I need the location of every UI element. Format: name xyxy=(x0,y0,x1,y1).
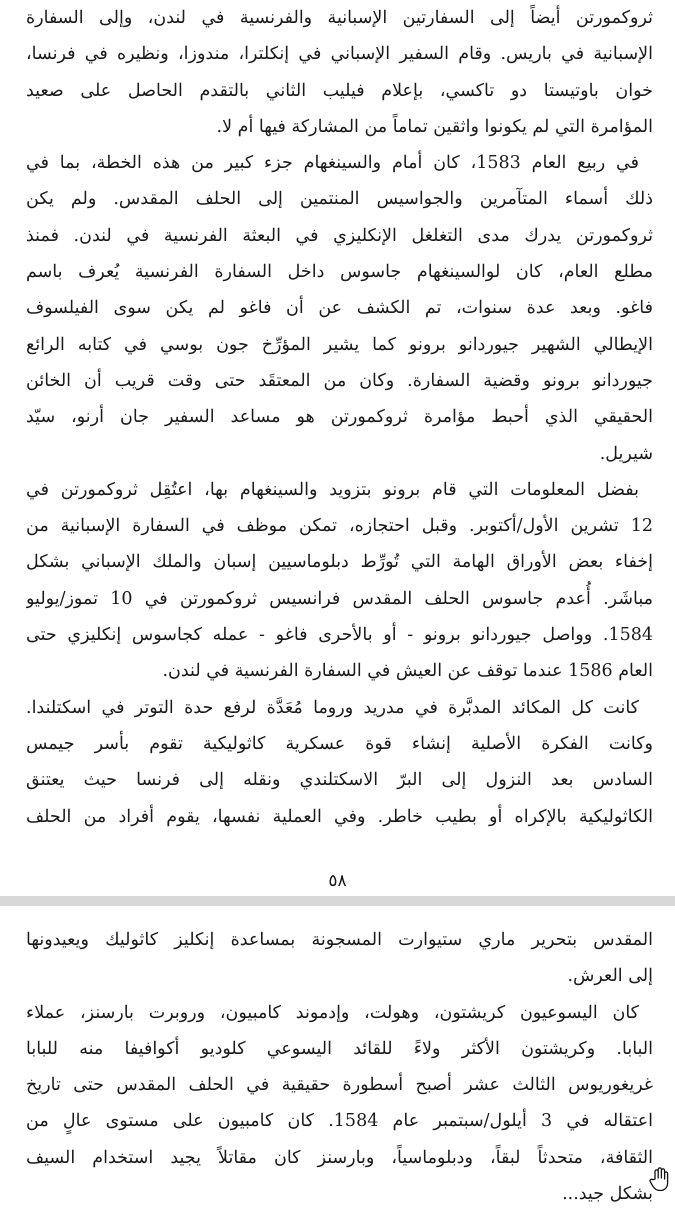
text-line: 1584. وواصل جيوردانو برونو - أو بالأحرى فاغو - عمله كجاسوس إنكليزي حتى xyxy=(26,625,653,646)
text-line: إخفاء بعض الأوراق الهامة التي تُورِّط دبلوماسيين إسبان والملك الإسباني بشكل xyxy=(26,552,653,573)
paragraph xyxy=(26,922,653,995)
text-line: جيوردانو برونو وقضية السفارة. وكان من المعتقَد حتى وقت قريب أن الخائن xyxy=(26,370,653,391)
text-line: مباشَر. أُعدم جاسوس الحلف المقدس فرانسيس ثروكمورتن في 10 تموز/يوليو xyxy=(26,588,653,609)
text-line: اعتقاله في 3 أيلول/سبتمبر عام 1584. كان كامبيون على مستوى عالٍ من xyxy=(26,1111,653,1132)
text-line: بشكل جيد... xyxy=(562,1184,653,1205)
text-line: خوان باوتيستا دو تاكسي، بإعلام فيليب الثاني بالتقدم الحاصل على صعيد xyxy=(26,80,653,101)
paragraph xyxy=(26,690,653,835)
text-line: ثروكمورتن يدرك مدى التغلغل الإنكليزي في البعثة الفرنسية في لندن. فمنذ xyxy=(26,225,653,246)
text-line: شيريل. xyxy=(599,443,653,464)
text-line: كان اليسوعيون كريشتون، وهولت، وإدموند كامبيون، وروبرت بارسنز، عملاء xyxy=(26,1002,639,1023)
text-line: الكاثوليكية بالإكراه أو بطيب خاطر. وفي العملية نفسها، يقوم أفراد من الحلف xyxy=(26,806,653,827)
page-number: ٥٨ xyxy=(328,871,347,891)
text-line: الثقافة، متحدثاً لبقاً، ودبلوماسياً، وبارسنز كان مقاتلاً يجيد استخدام السيف xyxy=(26,1147,653,1168)
text-line: الإسبانية في باريس. وقام السفير الإسباني في إنكلترا، مندوزا، ونظيره في فرنسا، xyxy=(26,44,653,65)
text-line: كانت كل المكائد المدبَّرة في مدريد وروما مُعَدَّة لرفع حدة التوتر في اسكتلندا. xyxy=(26,697,639,718)
paragraph xyxy=(26,0,653,145)
text-line: ذلك أسماء المتآمرين والجواسيس المنتمين إلى الحلف المقدس. ولم يكن xyxy=(26,189,653,210)
hand-cursor-icon xyxy=(648,1166,670,1192)
paragraph xyxy=(26,472,653,690)
text-line: المؤامرة التي لم يكونوا واثقين تماماً من المشاركة فيها أم لا. xyxy=(216,116,653,137)
text-line: غريغوريوس الثالث عشر أصبح أسطورة حقيقية في الحلف المقدس حتى تاريخ xyxy=(26,1075,653,1096)
text-line: الحقيقي الذي أحبط مؤامرة ثروكمورتن هو مساعد السفير جان أرنو، سيّد xyxy=(26,407,653,428)
paragraph xyxy=(26,145,653,472)
text-line: ثروكمورتن أيضاً إلى السفارتين الإسبانية والفرنسية في لندن، وإلى السفارة xyxy=(26,8,653,28)
text-line: إلى العرش. xyxy=(567,966,653,987)
text-line: السادس بعد النزول إلى البرّ الاسكتلندي ونقله إلى فرنسا حيث يعتنق xyxy=(26,770,653,791)
text-line: في ربيع العام 1583، كان أمام والسينغهام جزء كبير من هذه الخطة، بما في xyxy=(26,153,639,174)
text-line: 12 تشرين الأول/أكتوبر. وقبل احتجازه، تمكن موظف في السفارة الإسبانية من xyxy=(26,516,653,537)
text-line: المقدس بتحرير ماري ستيوارت المسجونة بمساعدة إنكليز كاثوليك ويعيدونها xyxy=(26,930,653,950)
page-separator xyxy=(0,896,675,906)
text-line: البابا. وكريشتون الأكثر ولاءً للقائد اليسوعي كلوديو أكوافيفا منه للبابا xyxy=(26,1038,653,1059)
text-line: الإيطالي الشهير جيوردانو برونو كما يشير المؤرِّخ جون بوسي في كتابه الرائع xyxy=(26,334,653,355)
text-line: بفضل المعلومات التي قام برونو بتزويد والسينغهام بها، اعتُقِل ثروكمورتن في xyxy=(26,479,639,500)
text-line: العام 1586 عندما توقف عن العيش في السفارة الفرنسية في لندن. xyxy=(162,661,653,682)
page-bottom xyxy=(0,906,675,1205)
text-line: وكانت الفكرة الأصلية إنشاء قوة عسكرية كاثوليكية تقوم بأسر جيمس xyxy=(26,733,653,754)
text-line: فاغو. وبعد عدة سنوات، تم الكشف عن أن فاغو لم يكن سوى الفيلسوف xyxy=(26,298,653,319)
paragraph xyxy=(26,995,653,1212)
text-line: مطلع العام، كان لوالسينغهام جاسوس داخل السفارة الفرنسية يُعرف باسم xyxy=(26,262,653,283)
